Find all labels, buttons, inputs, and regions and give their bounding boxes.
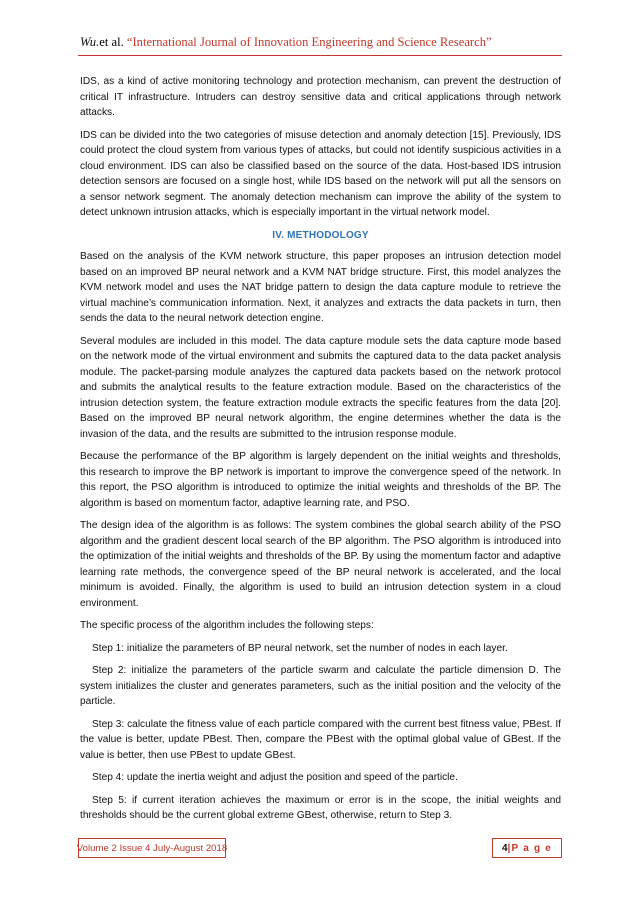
step-item: Step 1: initialize the parameters of BP neural network, set the number of nodes in each layer.	[92, 642, 508, 654]
paragraph: Several modules are included in this model. The data capture module sets the data capture mode based on the network mode of the virtual environment and submits the captured data to the data packet analysis module. The packet-parsing module analyzes the captured data packets based on the network protocol and submits the analytical results to the feature extraction module. Based on the characteristics of the intrusion detection system, the feature extraction module extracts the specific features from the data [20]. Based on the improved BP neural network algorithm, the engine determines whether the data is the invasion of the data, and the results are submitted to the intrusion response module.	[80, 335, 561, 440]
header-et-al: et al.	[99, 35, 127, 49]
step-item: Step 3: calculate the fitness value of each particle compared with the current best fitness value, PBest. If the value is better, update PBest. Then, compare the PBest with the optimal global value of GBest. If the value is better, then use PBest to update GBest.	[80, 718, 561, 761]
paragraph: IDS, as a kind of active monitoring technology and protection mechanism, can prevent the destruction of critical IT infrastructure. Intruders can destroy sensitive data and critical applications through network attacks.	[80, 76, 561, 118]
header-authors: Wu.	[80, 35, 100, 49]
footer-page-box	[492, 838, 562, 858]
paragraph: The design idea of the algorithm is as follows: The system combines the global search ability of the PSO algorithm and the gradient descent local search of the BP algorithm. The PSO algorithm is introduced into the optimization of the initial weights and thresholds of the BP. By using the momentum factor and adaptive learning rate methods, the convergence speed of the BP neural network is accelerated, and the local minimum is avoided. Finally, the algorithm is used to build an intrusion detection system in a cloud environment.	[80, 520, 561, 609]
paragraph: IDS can be divided into the two categories of misuse detection and anomaly detection [15]. Previously, IDS could protect the cloud system from various types of attacks, but could not identify suspicious activities in a cloud environment. IDS can also be classified based on the source of the data. Host-based IDS intrusion detection sensors are focused on a single host, while IDS based on the network will put all the sensors on a sensor network segment. The anomaly detection mechanism can improve the ability of the system to detect unknown intrusion attacks, which is especially important in the virtual network model.	[80, 129, 561, 218]
section-heading: IV. METHODOLOGY	[272, 229, 369, 241]
header-divider	[78, 55, 562, 56]
paragraph: Based on the analysis of the KVM network structure, this paper proposes an intrusion detection model based on an improved BP neural network and a KVM NAT bridge structure. First, this model analyzes the KVM network model and uses the NAT bridge pattern to design the data capture module to retrieve the virtual machine’s communication information. Next, it analyzes and extracts the data packets in turn, then sends the data to the neural network detection engine.	[80, 251, 561, 324]
paragraph: The specific process of the algorithm includes the following steps:	[80, 620, 374, 631]
header-journal-name: “International Journal of Innovation Engineering and Science Research”	[126, 35, 492, 49]
footer-page-number: 4	[501, 842, 508, 854]
paragraph: Because the performance of the BP algorithm is largely dependent on the initial weights and thresholds, this research to improve the BP network is important to improve the convergence speed of the network. In this report, the PSO algorithm is introduced to optimize the initial weights and thresholds of the BP. The algorithm is based on momentum factor, adaptive learning rate, and PSO.	[80, 451, 561, 509]
footer-volume-box	[78, 838, 226, 858]
footer-volume: Volume 2 Issue 4 July-August 2018	[76, 842, 228, 854]
running-header	[80, 34, 560, 50]
step-item: Step 2: initialize the parameters of the particle swarm and calculate the particle dimension D. The system initializes the cluster and generates parameters, such as the initial position and the velocity of the particle.	[80, 665, 561, 707]
footer-page-label: |P a g e	[507, 842, 553, 854]
body-text	[80, 74, 561, 824]
step-item: Step 4: update the inertia weight and adjust the position and speed of the particle.	[92, 772, 458, 783]
step-item: Step 5: if current iteration achieves the maximum or error is in the scope, the initial weights and thresholds should be the current global extreme GBest, otherwise, return to Step 3.	[80, 794, 561, 821]
